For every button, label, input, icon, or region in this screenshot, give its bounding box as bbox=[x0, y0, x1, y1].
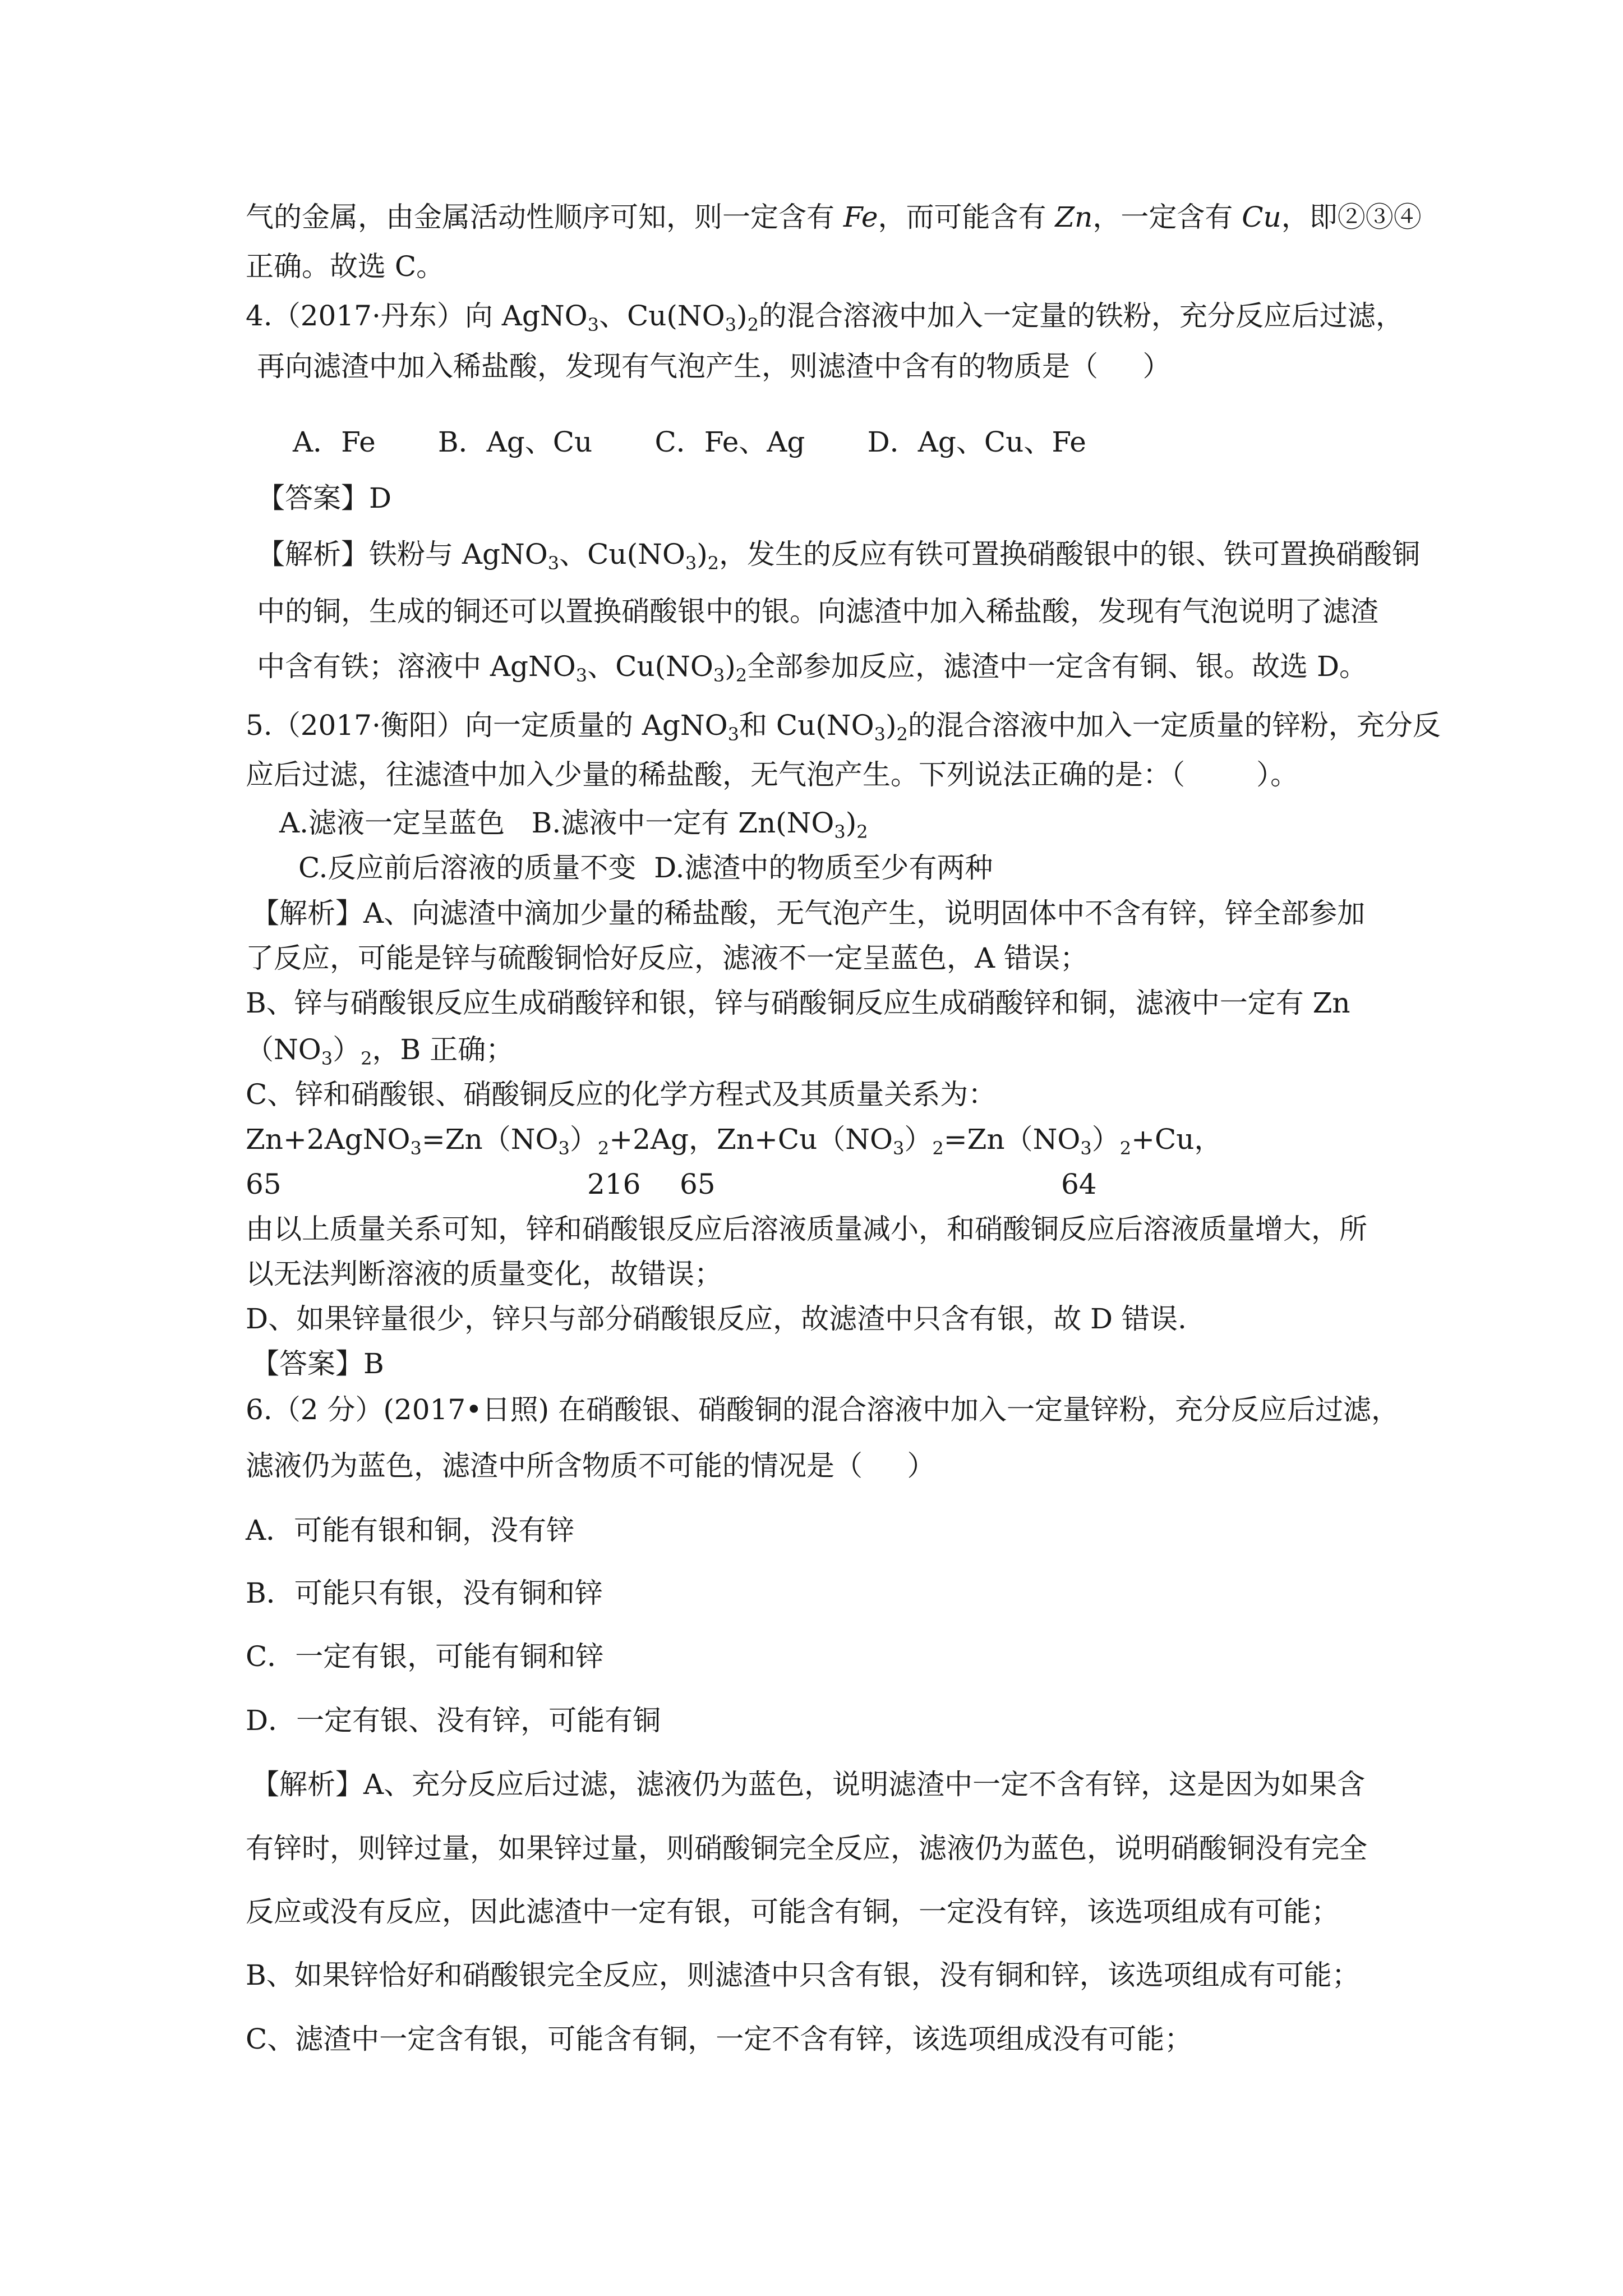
q6-analysis-line-3: 反应或没有反应，因此滤渣中一定有银，可能含有铜，一定没有锌，该选项组成有可能； bbox=[246, 1895, 1339, 1928]
q5-mass-64: 64 bbox=[1061, 1168, 1097, 1200]
q6-option-b: B．可能只有银，没有铜和锌 bbox=[246, 1577, 603, 1609]
q6-stem-line-1: 6.（2 分）(2017•日照) 在硝酸银、硝酸铜的混合溶液中加入一定量锌粉，充分反应后过滤， bbox=[246, 1393, 1400, 1426]
q6-analysis-line-1: 【解析】A、充分反应后过滤，滤液仍为蓝色，说明滤渣中一定不含有锌，这是因为如果含 bbox=[251, 1768, 1366, 1801]
q4-analysis-line-2: 中的铜，生成的铜还可以置换硝酸银中的银。向滤渣中加入稀盐酸，发现有气泡说明了滤渣 bbox=[257, 595, 1378, 628]
q5-stem-line-1: 5.（2017·衡阳）向一定质量的 AgNO$_3$和 $Cu(NO_3)_2$的混合溶液中加入一定质量的锌粉，充分反 bbox=[246, 709, 1441, 745]
q6-option-c: C．一定有银，可能有铜和锌 bbox=[246, 1640, 604, 1673]
q6-analysis-line-4: B、如果锌恰好和硝酸银完全反应，则滤渣中只含有银，没有铜和锌，该选项组成有可能； bbox=[246, 1959, 1360, 1991]
q6-analysis-line-5: C、滤渣中一定含有银，可能含有铜，一定不含有锌，该选项组成没有可能； bbox=[246, 2023, 1193, 2055]
q5-mass-65-a: 65 bbox=[246, 1168, 282, 1200]
intro-line-1: 气的金属，由金属活动性顺序可知，则一定含有 Fe，而可能含有 Zn，一定含有 Cu，即②③④ bbox=[246, 201, 1422, 233]
q4-stem-line-2: 再向滤渣中加入稀盐酸，发现有气泡产生，则滤渣中含有的物质是（ ） bbox=[257, 350, 1171, 383]
q5-equation: $Zn+2AgNO_3=Zn(NO_3)_2+2Ag$，$Zn+Cu(NO_3)_2=Zn(NO_3)_2+Cu$， bbox=[246, 1123, 1223, 1159]
q4-analysis-line-3: 中含有铁；溶液中 AgNO$_3$、$Cu(NO_3)_2$全部参加反应，滤渣中一定含有铜、银。故选 D。 bbox=[257, 650, 1368, 686]
q5-analysis-line-8: D、如果锌量很少，锌只与部分硝酸银反应，故滤渣中只含有银，故 D 错误. bbox=[246, 1303, 1187, 1335]
q5-analysis-line-3: B、锌与硝酸银反应生成硝酸锌和银，锌与硝酸铜反应生成硝酸锌和铜，滤液中一定有 Zn bbox=[246, 987, 1350, 1019]
intro-line-2: 正确。故选 C。 bbox=[246, 250, 445, 283]
q5-analysis-line-5: C、锌和硝酸银、硝酸铜反应的化学方程式及其质量关系为： bbox=[246, 1078, 997, 1111]
q5-answer: 【答案】B bbox=[251, 1347, 384, 1380]
q5-mass-216: 216 bbox=[587, 1168, 641, 1200]
q4-analysis-line-1: 【解析】铁粉与 AgNO$_3$、$Cu(NO_3)_2$，发生的反应有铁可置换硝酸银中的银、铁可置换硝酸铜 bbox=[257, 538, 1421, 574]
q6-option-a: A．可能有银和铜，没有锌 bbox=[246, 1514, 575, 1547]
q5-mass-65-b: 65 bbox=[680, 1168, 716, 1200]
q6-stem-line-2: 滤液仍为蓝色，滤渣中所含物质不可能的情况是（ ） bbox=[246, 1450, 935, 1482]
q5-analysis-line-6: 由以上质量关系可知，锌和硝酸银反应后溶液质量减小，和硝酸铜反应后溶液质量增大，所 bbox=[246, 1213, 1367, 1245]
q6-analysis-line-2: 有锌时，则锌过量，如果锌过量，则硝酸铜完全反应，滤液仍为蓝色，说明硝酸铜没有完全 bbox=[246, 1832, 1367, 1865]
q4-answer: 【答案】D bbox=[257, 482, 392, 514]
q5-options-cd: C.反应前后溶液的质量不变 D.滤渣中的物质至少有两种 bbox=[298, 852, 993, 884]
q5-analysis-line-7: 以无法判断溶液的质量变化，故错误； bbox=[246, 1258, 722, 1290]
q5-analysis-line-4: $(NO_3)_2$，B 正确； bbox=[246, 1033, 514, 1069]
q6-option-d: D．一定有银、没有锌，可能有铜 bbox=[246, 1704, 661, 1737]
q4-stem-line-1: 4.（2017·丹东）向 AgNO$_3$、$Cu(NO_3)_2$的混合溶液中加入一定量的铁粉，充分反应后过滤， bbox=[246, 300, 1404, 335]
q5-stem-line-2: 应后过滤，往滤渣中加入少量的稀盐酸，无气泡产生。下列说法正确的是：（ ）。 bbox=[246, 758, 1299, 791]
q5-options-ab: A.滤液一定呈蓝色 B.滤液中一定有 $Zn(NO_3)_2$ bbox=[279, 807, 868, 843]
q4-options: A．Fe B．Ag、Cu C．Fe、Ag D．Ag、Cu、Fe bbox=[293, 426, 1086, 458]
q5-analysis-line-1: 【解析】A、向滤渣中滴加少量的稀盐酸，无气泡产生，说明固体中不含有锌，锌全部参加 bbox=[251, 897, 1366, 930]
q5-analysis-line-2: 了反应，可能是锌与硫酸铜恰好反应，滤液不一定呈蓝色，A 错误； bbox=[246, 942, 1089, 974]
